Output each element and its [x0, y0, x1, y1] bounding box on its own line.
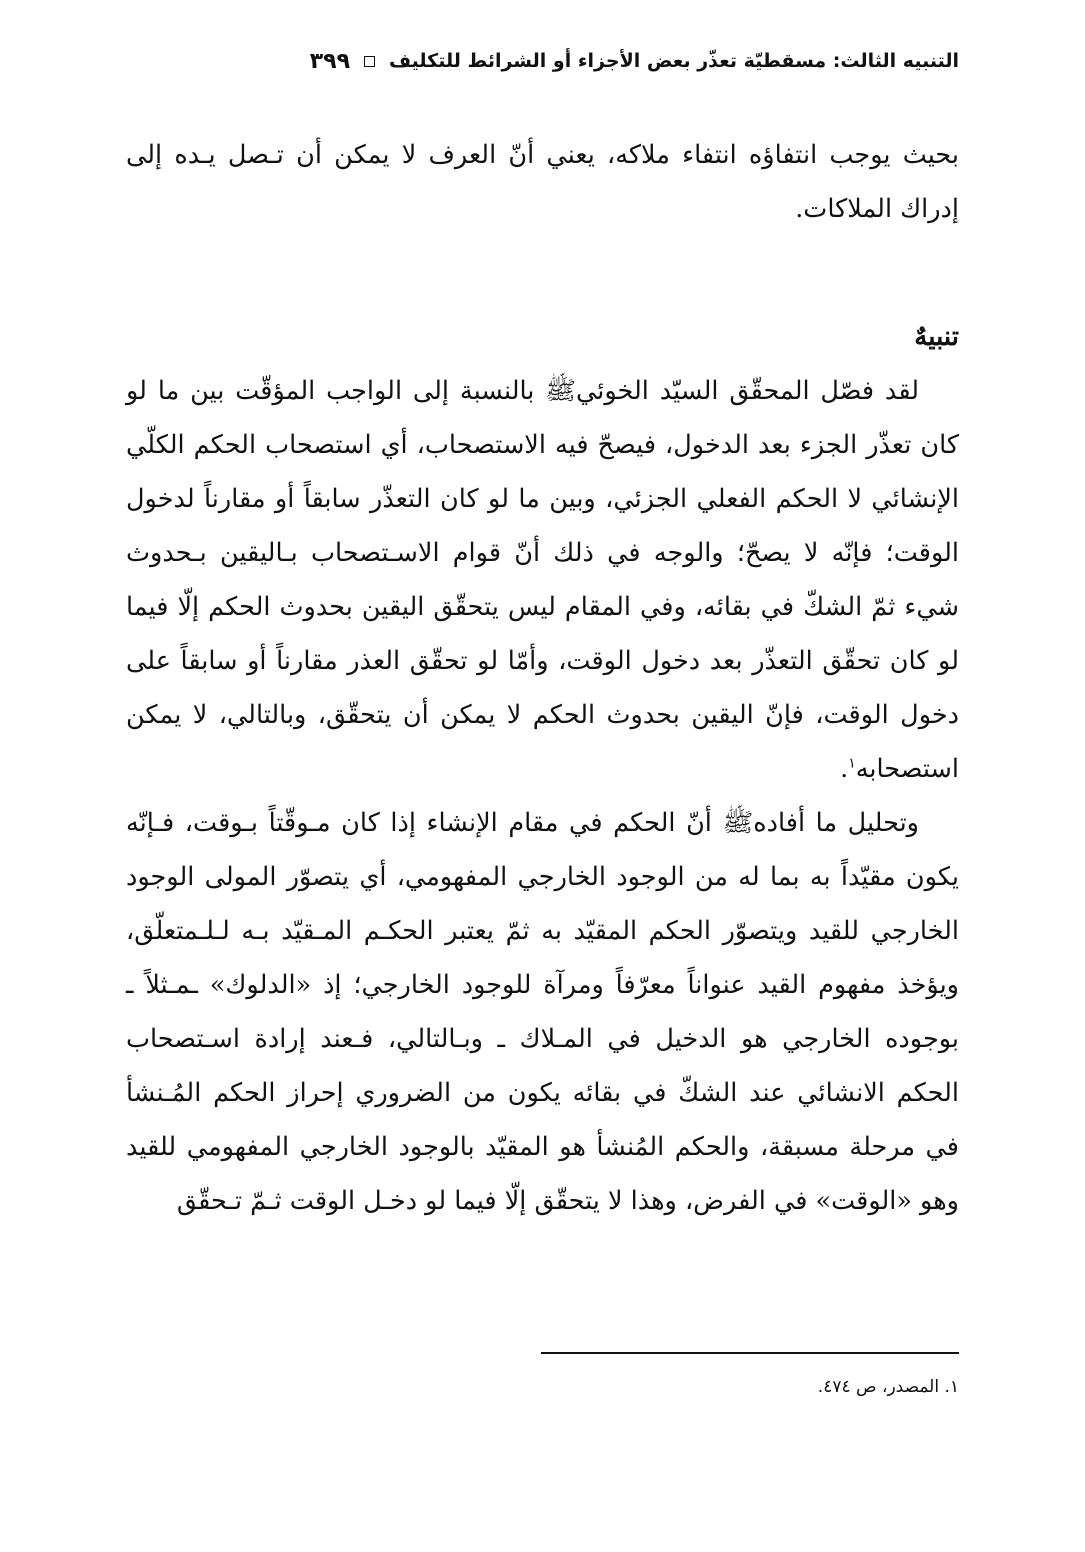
paragraph-1-end: . — [840, 754, 849, 784]
paragraph-1 — [126, 364, 959, 796]
intro-paragraph: بحيث يوجب انتفاؤه انتفاء ملاكه، يعني أنّ العرف لا يمكن أن تـصل يـده إلى إدراك الملاكات. — [126, 140, 959, 224]
header-separator-square-icon — [364, 56, 375, 67]
body-text — [126, 128, 959, 1228]
paragraph-2: وتحليل ما أفادهﷺ أنّ الحكم في مقام الإنشاء إذا كان مـوقّتاً بـوقت، فـإنّه يكون مقيّداً به بما له من الوجود الخارجي المفهومي، أي يتصوّر المولى الوجود الخارجي للقيد ويتصوّر الحكم المقيّد به ثمّ يعتبر الحكـم المـقيّد بـه لـلـمتعلّق، ويؤخذ مفهوم القيد عنواناً معرّفاً ومرآة للوجود الخارجي؛ إذ «الدلوك» ـمـثلاً ـ بوجوده الخارجي هو الدخيل في المـلاك ـ وبـالتالي، فـعند إرادة اسـتصحاب الحكم الانشائي عند الشكّ في بقائه يكون من الضروري إحراز الحكم المُـنشأ في مرحلة مسبقة، والحكم المُنشأ هو المقيّد بالوجود الخارجي المفهومي للقيد وهو «الوقت» في الفرض، وهذا لا يتحقّق إلّا فيما لو دخـل الوقت ثـمّ تـحقّق — [126, 808, 959, 1216]
running-header — [126, 44, 959, 78]
footnote: ١. المصدر، ص ٤٧٤. — [817, 1377, 959, 1397]
paragraph-1-text: لقد فصّل المحقّق السيّد الخوئيﷺ بالنسبة إلى الواجب المؤقّت بين ما لو كان تعذّر الجزء بعد الدخول، فيصحّ فيه الاستصحاب، أي استصحاب الحكم الكلّي الإنشائي لا الحكم الفعلي الجزئي، وبين ما لو كان التعذّر سابقاً أو مقارناً لدخول الوقت؛ فإنّه لا يصحّ؛ والوجه في ذلك أنّ قوام الاسـتصحاب بـاليقين بـحدوث شيء ثمّ الشكّ في بقائه، وفي المقام ليس يتحقّق اليقين بحدوث الحكم إلّا فيما لو كان تحقّق التعذّر بعد دخول الوقت، وأمّا لو تحقّق العذر مقارناً أو سابقاً على دخول الوقت، فإنّ اليقين بحدوث الحكم لا يمكن أن يتحقّق، وبالتالي، لا يمكن استصحابه — [126, 376, 959, 784]
footnote-divider — [541, 1352, 959, 1354]
header-title: التنبيه الثالث: مسقطيّة تعذّر بعض الأجزاء أو الشرائط للتكليف — [389, 50, 959, 72]
section-heading: تنبيهٌ — [914, 322, 959, 352]
page-number: ٣٩٩ — [309, 48, 351, 74]
footnote-marker[interactable]: ١ — [848, 755, 856, 772]
